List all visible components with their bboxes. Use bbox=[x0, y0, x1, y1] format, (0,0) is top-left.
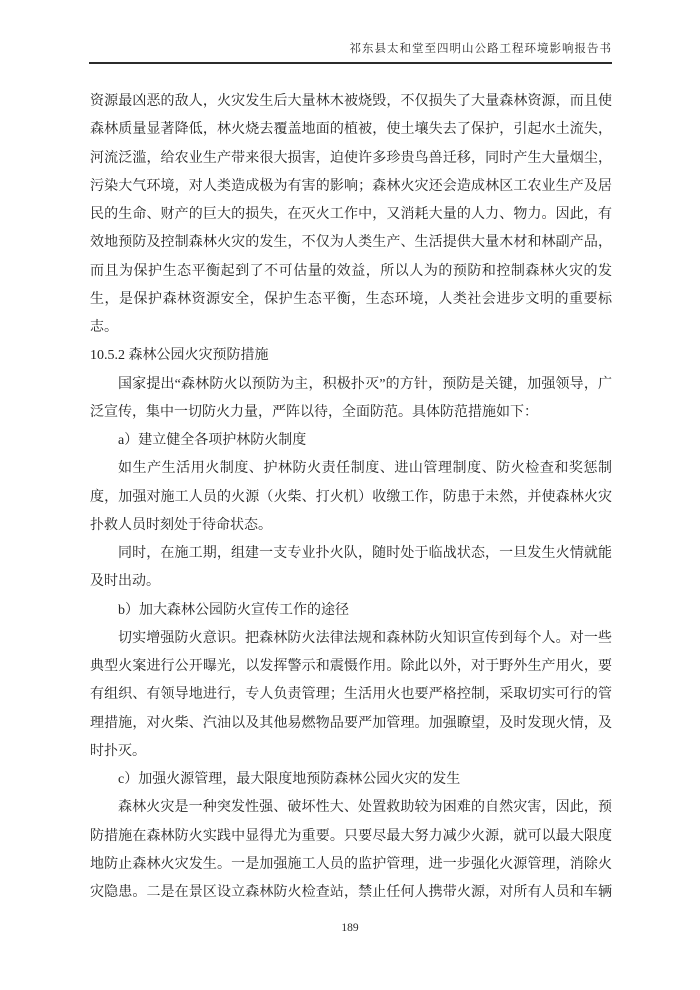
page-header bbox=[89, 42, 612, 57]
paragraph-fire-awareness: 切实增强防火意识。把森林防火法律法规和森林防火知识宣传到每个人。对一些典型火案进行公开曝光，以发挥警示和震慑作用。除此以外，对于野外生产用火，要有组织、有领导地进行，专人负责管理；生活用火也要严格控制，采取切实可行的管理措施，对火柴、汽油以及其他易燃物品要严加管理。加强瞭望，及时发现火情，及时扑灭。 bbox=[90, 630, 612, 759]
section-heading-10-5-2: 10.5.2 森林公园火灾预防措施 bbox=[90, 348, 269, 364]
paragraph-fire-systems: 如生产生活用火制度、护林防火责任制度、进山管理制度、防火检查和奖惩制度，加强对施工人员的火源（火柴、打火机）收缴工作，防患于未然，并使森林火灾扑救人员时刻处于待命状态。 bbox=[90, 461, 612, 533]
paragraph-forest-fire-damage: 资源最凶恶的敌人，火灾发生后大量林木被烧毁，不仅损失了大量森林资源，而且使森林质量显著降低，林火烧去覆盖地面的植被，使土壤失去了保护，引起水土流失，河流泛滥，给农业生产带来很大损害，迫使许多珍贵鸟兽迁移，同时产生大量烟尘，污染大气环境，对人类造成极为有害的影响；森林火灾还会造成林区工农业生产及居民的生命、财产的巨大的损失，在灭火工作中，又消耗大量的人力、物力。因此，有效地预防及控制森林火灾的发生，不仅为人类生产、生活提供大量木材和林副产品，而且为保护生态平衡起到了不可估量的效益，所以人为的预防和控制森林火灾的发生，是保护森林资源安全，保护生态平衡，生态环境，人类社会进步文明的重要标志。 bbox=[90, 94, 612, 335]
paragraph-national-policy: 国家提出“森林防火以预防为主，积极扑灭”的方针，预防是关键，加强领导，广泛宣传，集中一切防火力量，严阵以待，全面防范。具体防范措施如下： bbox=[90, 376, 612, 420]
list-item-b: b）加大森林公园防火宣传工作的途径 bbox=[118, 602, 349, 618]
document-body bbox=[90, 88, 612, 907]
header-title: 祁东县太和堂至四明山公路工程环境影响报告书 bbox=[349, 43, 612, 55]
paragraph-fire-source-management: 森林火灾是一种突发性强、破坏性大、处置救助较为困难的自然灾害，因此，预防措施在森林防火实践中显得尤为重要。只要尽最大努力减少火源，就可以最大限度地防止森林火灾发生。一是加强施工人员的监护管理，进一步强化火源管理，消除火灾隐患。二是在景区设立森林防火检查站，禁止任何人携带火源，对所有人员和车辆 bbox=[90, 800, 612, 900]
list-item-c: c）加强火源管理，最大限度地预防森林公园火灾的发生 bbox=[118, 772, 461, 787]
page-footer bbox=[0, 922, 700, 934]
list-item-a: a）建立健全各项护林防火制度 bbox=[118, 433, 307, 448]
page-number: 189 bbox=[341, 922, 359, 934]
header-divider bbox=[89, 62, 612, 64]
paragraph-fire-brigade: 同时，在施工期，组建一支专业扑火队，随时处于临战状态，一旦发生火情就能及时出动。 bbox=[90, 546, 612, 590]
